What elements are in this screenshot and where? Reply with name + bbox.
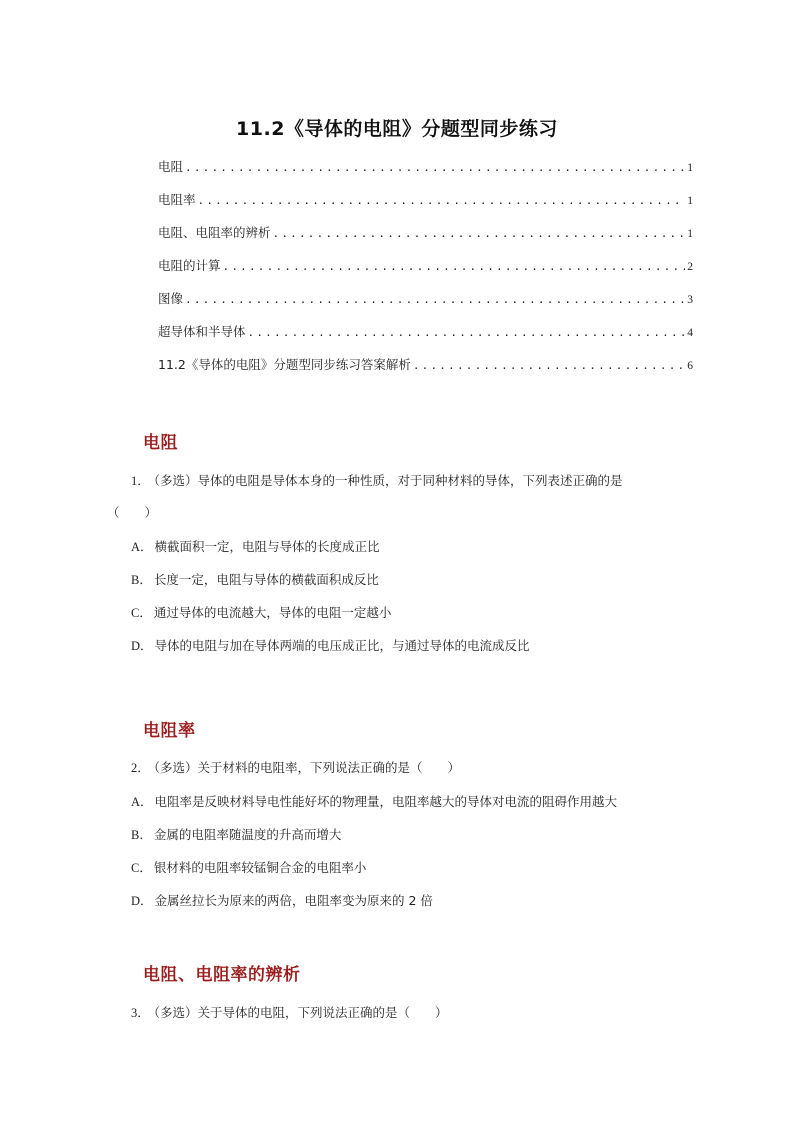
section-heading-resistance: 电阻 <box>143 433 178 453</box>
option-letter: B． <box>131 828 152 842</box>
option-a <box>131 537 380 555</box>
option-letter: A． <box>131 795 153 809</box>
question-stem <box>131 471 623 489</box>
option-letter: C． <box>131 606 152 620</box>
toc-entry-label: 电阻的计算 <box>158 258 221 273</box>
option-c <box>131 858 366 876</box>
option-a <box>131 792 617 810</box>
option-text: 通过导体的电流越大，导体的电阻一定越小 <box>153 605 392 620</box>
question-stem <box>131 1003 448 1021</box>
toc-entry-page: 4 <box>687 327 693 339</box>
option-b <box>131 825 341 843</box>
option-text: 金属的电阻率随温度的升高而增大 <box>153 827 342 842</box>
option-c <box>131 603 391 621</box>
toc-leader-dots <box>185 161 685 174</box>
toc-entry-page: 1 <box>687 162 693 174</box>
question-text: （多选）关于材料的电阻率，下列说法正确的是（ ） <box>153 760 461 775</box>
option-letter: C． <box>131 861 152 875</box>
toc-leader-dots <box>185 293 685 306</box>
toc-entry-label: 11.2《导体的电阻》分题型同步练习答案解析 <box>158 357 411 372</box>
toc-entry[interactable] <box>158 256 693 289</box>
question-number: 3． <box>131 1006 150 1020</box>
toc-entry-label: 电阻率 <box>158 192 196 207</box>
option-b <box>131 570 379 588</box>
question-number: 2． <box>131 761 150 775</box>
toc-entry[interactable] <box>158 223 693 256</box>
toc-entry[interactable] <box>158 190 693 223</box>
option-letter: A． <box>131 540 153 554</box>
option-d <box>131 636 530 654</box>
toc-entry-page: 6 <box>687 360 693 372</box>
toc-leader-dots <box>248 326 686 339</box>
question-number: 1． <box>131 474 150 488</box>
toc-entry[interactable] <box>158 355 693 388</box>
option-text: 银材料的电阻率较锰铜合金的电阻率小 <box>153 860 367 875</box>
option-d <box>131 891 433 909</box>
toc-entry[interactable] <box>158 157 693 190</box>
table-of-contents <box>158 157 693 388</box>
toc-entry-page: 3 <box>687 294 693 306</box>
option-text: 长度一定，电阻与导体的横截面积成反比 <box>153 572 379 587</box>
document-title: 11.2《导体的电阻》分题型同步练习 <box>236 118 558 140</box>
option-letter: D． <box>131 894 153 908</box>
toc-entry-label: 电阻 <box>158 159 184 174</box>
toc-leader-dots <box>198 194 686 207</box>
toc-leader-dots <box>273 227 686 240</box>
toc-entry-label: 图像 <box>158 291 184 306</box>
toc-entry[interactable] <box>158 289 693 322</box>
option-letter: B． <box>131 573 152 587</box>
option-text: 电阻率是反映材料导电性能好坏的物理量，电阻率越大的导体对电流的阻碍作用越大 <box>154 794 618 809</box>
toc-leader-dots <box>223 260 686 273</box>
question-text: （多选）导体的电阻是导体本身的一种性质，对于同种材料的导体，下列表述正确的是 <box>153 473 623 488</box>
option-letter: D． <box>131 639 153 653</box>
section-heading-resistivity: 电阻率 <box>143 721 196 741</box>
option-text: 横截面积一定，电阻与导体的长度成正比 <box>154 539 380 554</box>
toc-entry-page: 1 <box>687 228 693 240</box>
option-text: 金属丝拉长为原来的两倍，电阻率变为原来的 2 倍 <box>154 893 433 908</box>
question-text: （多选）关于导体的电阻，下列说法正确的是（ ） <box>153 1005 448 1020</box>
toc-entry-page: 1 <box>687 195 693 207</box>
toc-entry-label: 超导体和半导体 <box>158 324 246 339</box>
toc-entry-label: 电阻、电阻率的辨析 <box>158 225 271 240</box>
question-stem <box>131 758 460 776</box>
toc-entry-page: 2 <box>687 261 693 273</box>
option-text: 导体的电阻与加在导体两端的电压成正比，与通过导体的电流成反比 <box>154 638 530 653</box>
toc-leader-dots <box>413 359 685 372</box>
section-heading-discrimination: 电阻、电阻率的辨析 <box>143 965 301 985</box>
toc-entry[interactable] <box>158 322 693 355</box>
answer-blank: （ ） <box>107 505 158 520</box>
